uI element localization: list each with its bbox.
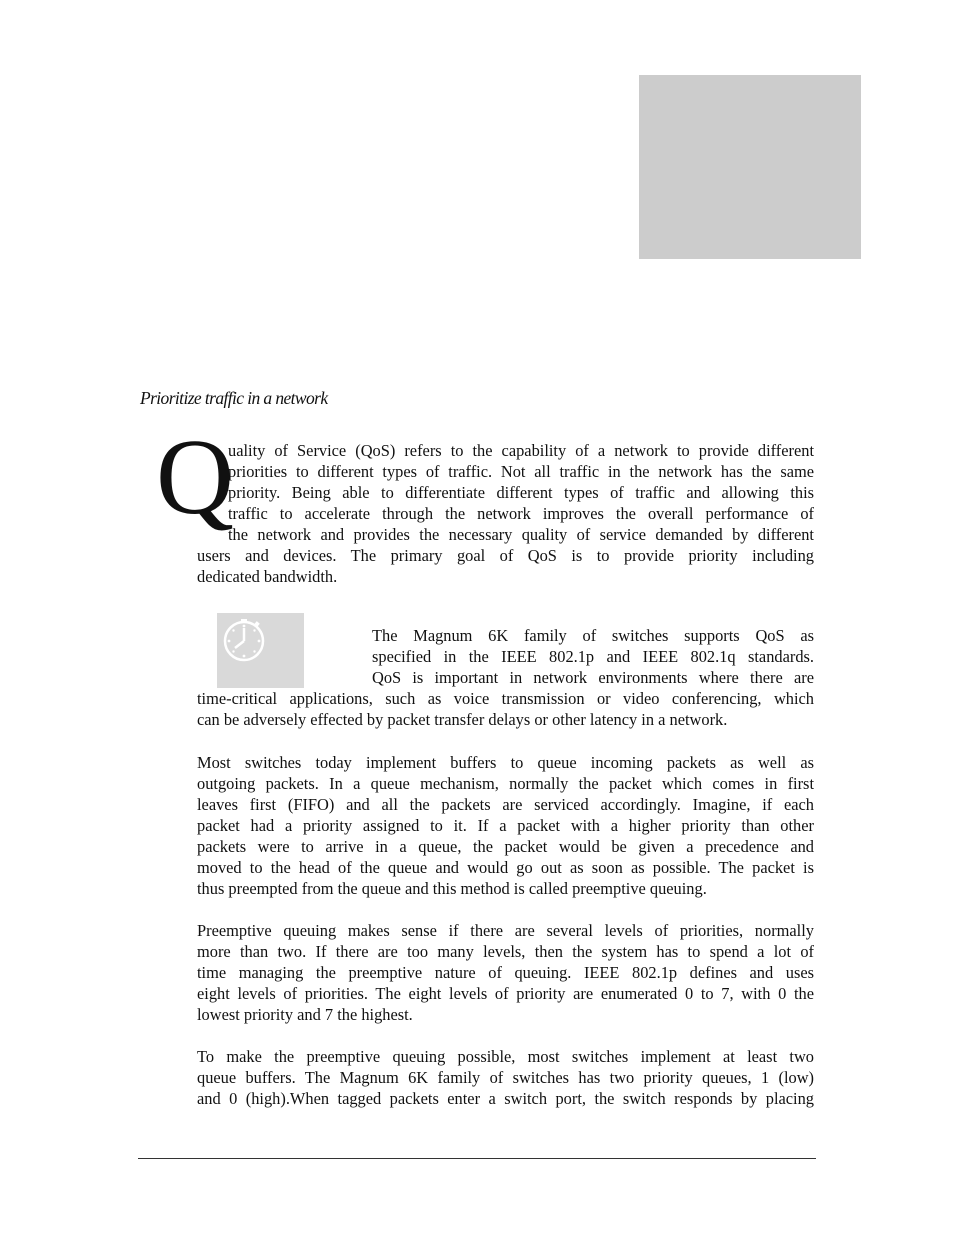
chapter-header-box (639, 75, 861, 259)
text-line: eight levels of priorities. The eight levels of priority are enumerated 0 to 7, with 0 the (197, 984, 814, 1003)
note-icon-box (217, 613, 304, 688)
text-line: QoS is important in network environments where there are (372, 668, 814, 687)
text-line: priorities to different types of traffic. Not all traffic in the network has the same (228, 462, 814, 481)
text-line: priority. Being able to differentiate different types of traffic and allowing this (228, 483, 814, 502)
text-line: outgoing packets. In a queue mechanism, normally the packet which comes in first (197, 774, 814, 793)
text-line: The Magnum 6K family of switches supports QoS as (372, 626, 814, 645)
text-line: and 0 (high).When tagged packets enter a switch port, the switch responds by placing (197, 1089, 814, 1108)
stopwatch-icon (221, 618, 267, 664)
text-line: packet had a priority assigned to it. If a packet with a higher priority than other (197, 816, 814, 835)
text-line: lowest priority and 7 the highest. (197, 1005, 413, 1024)
text-line: moved to the head of the queue and would go out as soon as possible. The packet is (197, 858, 814, 877)
text-line: traffic to accelerate through the network improves the overall performance of (228, 504, 814, 523)
text-line: leaves first (FIFO) and all the packets are serviced accordingly. Imagine, if each (197, 795, 814, 814)
text-line: To make the preemptive queuing possible, most switches implement at least two (197, 1047, 814, 1066)
footer-rule (138, 1158, 816, 1159)
text-line: can be adversely effected by packet transfer delays or other latency in a network. (197, 710, 728, 729)
text-line: thus preempted from the queue and this method is called preemptive queuing. (197, 879, 707, 898)
text-line: Preemptive queuing makes sense if there are several levels of priorities, normally (197, 921, 814, 940)
text-line: queue buffers. The Magnum 6K family of switches has two priority queues, 1 (low) (197, 1068, 814, 1087)
text-line: the network and provides the necessary quality of service demanded by different (228, 525, 814, 544)
text-line: time-critical applications, such as voice transmission or video conferencing, which (197, 689, 814, 708)
text-line: dedicated bandwidth. (197, 567, 338, 586)
text-line: time managing the preemptive nature of queuing. IEEE 802.1p defines and uses (197, 963, 814, 982)
section-subtitle: Prioritize traffic in a network (140, 388, 328, 408)
text-line: specified in the IEEE 802.1p and IEEE 802.1q standards. (372, 647, 814, 666)
text-line: users and devices. The primary goal of QoS is to provide priority including (197, 546, 814, 565)
text-line: packets were to arrive in a queue, the packet would be given a precedence and (197, 837, 814, 856)
drop-cap: Q (156, 418, 234, 537)
text-line: Most switches today implement buffers to queue incoming packets as well as (197, 753, 814, 772)
text-line: uality of Service (QoS) refers to the capability of a network to provide different (228, 441, 814, 460)
text-line: more than two. If there are too many levels, then the system has to spend a lot of (197, 942, 814, 961)
